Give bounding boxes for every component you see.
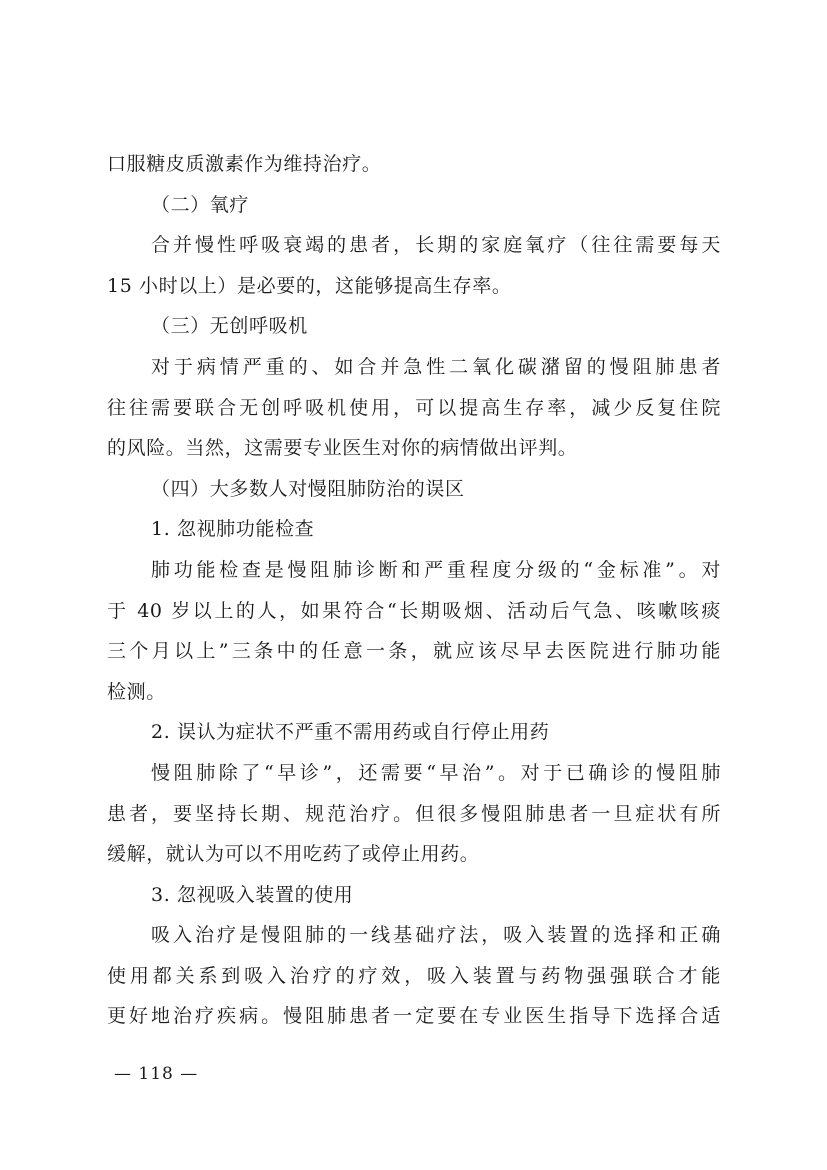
text-line: 往往需要联合无创呼吸机使用，可以提高生存率，减少反复住院 — [107, 396, 721, 419]
text-line: 合并慢性呼吸衰竭的患者，长期的家庭氧疗（往往需要每天 — [151, 234, 721, 257]
text-line: 口服糖皮质激素作为维持治疗。 — [107, 153, 382, 175]
text-line: 的风险。当然，这需要专业医生对你的病情做出评判。 — [107, 437, 578, 460]
page-number: — 118 — — [114, 1064, 199, 1084]
body-text — [107, 144, 721, 1037]
subsection-heading: 2. 误认为症状不严重不需用药或自行停止用药 — [151, 721, 550, 744]
subsection-heading: 3. 忽视吸入装置的使用 — [151, 883, 354, 906]
text-line: 缓解，就认为可以不用吃药了或停止用药。 — [107, 843, 480, 866]
section-heading: （三）无创呼吸机 — [151, 315, 308, 338]
text-line: 使用都关系到吸入治疗的疗效，吸入装置与药物强强联合才能 — [107, 964, 721, 987]
subsection-heading: 1. 忽视肺功能检查 — [151, 518, 315, 541]
text-line: 患者，要坚持长期、规范治疗。但很多慢阻肺患者一旦症状有所 — [107, 802, 721, 825]
text-line: 于 40 岁以上的人，如果符合“长期吸烟、活动后气急、咳嗽咳痰 — [107, 599, 721, 622]
section-heading: （四）大多数人对慢阻肺防治的误区 — [151, 477, 465, 500]
text-line: 对于病情严重的、如合并急性二氧化碳潴留的慢阻肺患者 — [151, 355, 721, 378]
text-line: 肺功能检查是慢阻肺诊断和严重程度分级的“金标准”。对 — [151, 558, 721, 581]
text-line: 15 小时以上）是必要的，这能够提高生存率。 — [107, 274, 512, 297]
text-line: 更好地治疗疾病。慢阻肺患者一定要在专业医生指导下选择合适 — [107, 1005, 721, 1028]
text-line: 慢阻肺除了“早诊”，还需要“早治”。对于已确诊的慢阻肺 — [151, 761, 721, 784]
text-line: 吸入治疗是慢阻肺的一线基础疗法，吸入装置的选择和正确 — [151, 924, 721, 947]
text-line: 检测。 — [107, 680, 166, 703]
section-heading: （二）氧疗 — [151, 193, 250, 216]
text-line: 三个月以上”三条中的任意一条，就应该尽早去医院进行肺功能 — [107, 640, 721, 663]
